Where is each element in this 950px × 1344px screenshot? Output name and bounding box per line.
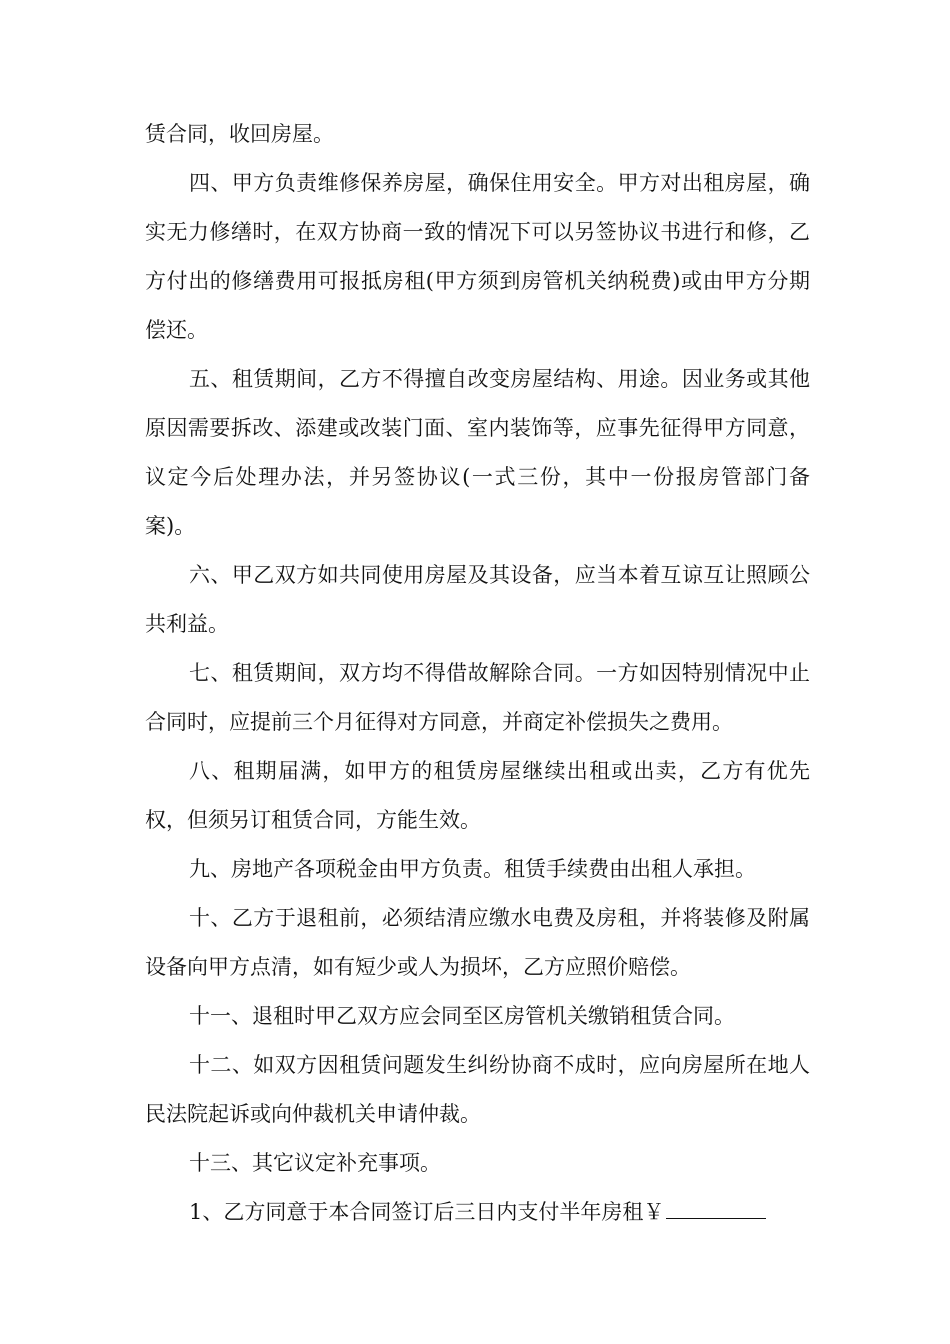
clause-5: 五、租赁期间，乙方不得擅自改变房屋结构、用途。因业务或其他原因需要拆改、添建或改装门面、室内装饰等，应事先征得甲方同意，议定今后处理办法，并另签协议(一式三份，其中一份报房管部门备案)。	[145, 367, 810, 538]
rent-amount-blank[interactable]	[666, 1196, 766, 1219]
clause-13: 十三、其它议定补充事项。	[189, 1151, 441, 1175]
supplementary-item-1-text: 1、乙方同意于本合同签订后三日内支付半年房租￥	[189, 1200, 665, 1224]
clause-7: 七、租赁期间，双方均不得借故解除合同。一方如因特别情况中止合同时，应提前三个月征得对方同意，并商定补偿损失之费用。	[145, 661, 810, 734]
contract-body	[145, 110, 810, 1237]
clause-6: 六、甲乙双方如共同使用房屋及其设备，应当本着互谅互让照顾公共利益。	[145, 563, 810, 636]
clause-12: 十二、如双方因租赁问题发生纠纷协商不成时，应向房屋所在地人民法院起诉或向仲裁机关申请仲裁。	[145, 1053, 810, 1126]
clause-8: 八、租期届满，如甲方的租赁房屋继续出租或出卖，乙方有优先权，但须另订租赁合同，方能生效。	[145, 759, 810, 832]
paragraph-continuation: 赁合同，收回房屋。	[145, 122, 334, 146]
supplementary-item-1	[145, 1188, 810, 1237]
clause-11: 十一、退租时甲乙双方应会同至区房管机关缴销租赁合同。	[189, 1004, 735, 1028]
clause-9: 九、房地产各项税金由甲方负责。租赁手续费由出租人承担。	[189, 857, 756, 881]
clause-10: 十、乙方于退租前，必须结清应缴水电费及房租，并将装修及附属设备向甲方点清，如有短少或人为损坏，乙方应照价赔偿。	[145, 906, 810, 979]
clause-4: 四、甲方负责维修保养房屋，确保住用安全。甲方对出租房屋，确实无力修缮时，在双方协商一致的情况下可以另签协议书进行和修，乙方付出的修缮费用可报抵房租(甲方须到房管机关纳税费)或由甲方分期偿还。	[145, 171, 810, 342]
